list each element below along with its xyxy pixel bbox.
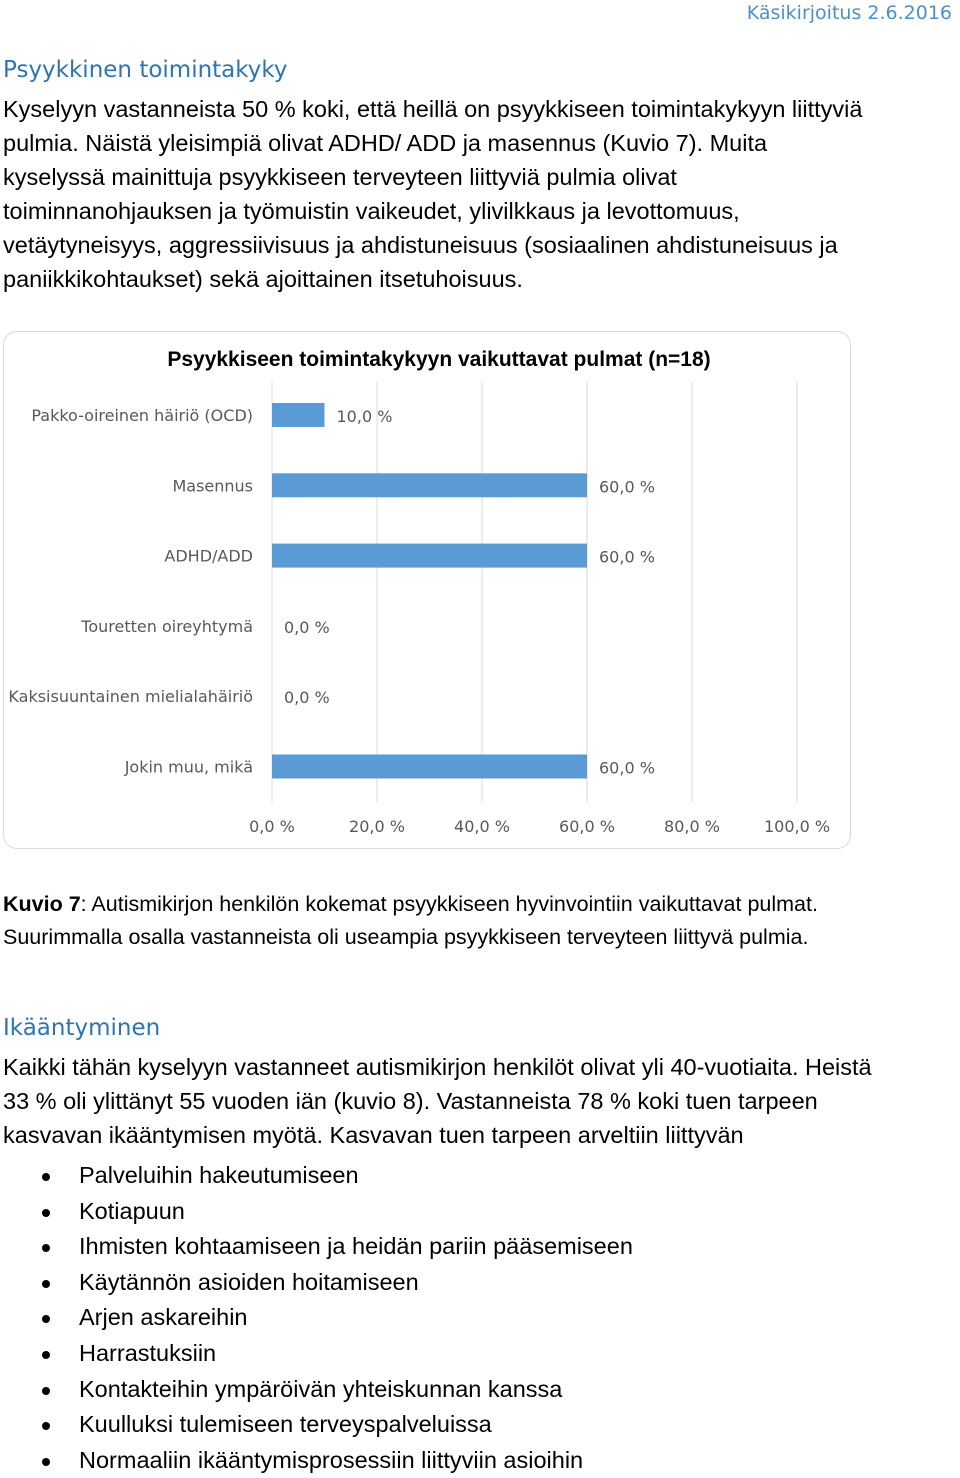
bullet-icon [42, 1173, 50, 1181]
caption-text: : Autismikirjon henkilön kokemat psyykkiseen hyvinvointiin vaikuttavat pulmat. [80, 892, 818, 916]
chart-tick-label: 80,0 % [664, 817, 720, 836]
chart-category-label: Masennus [172, 476, 253, 496]
chart-category-labels [8, 406, 253, 777]
section-paragraph-psyykkinen [3, 92, 953, 296]
list-item [0, 1336, 633, 1372]
chart-category-label: Touretten oireyhtymä [81, 616, 253, 636]
caption-label: Kuvio 7 [3, 892, 81, 916]
chart-container [3, 331, 851, 849]
chart-bar [272, 473, 587, 497]
chart-gridlines [272, 382, 797, 802]
figure-caption [3, 888, 953, 954]
caption-text-line2: Suurimmalla osalla vastanneista oli useampia psyykkiseen terveyteen liittyvä pulmia. [3, 925, 809, 949]
list-item [0, 1229, 633, 1265]
list-item-text: Palveluihin hakeutumiseen [79, 1162, 359, 1188]
list-item [0, 1265, 633, 1301]
paragraph-line: 33 % oli ylittänyt 55 vuoden iän (kuvio 8). Vastanneista 78 % koki tuen tarpeen [3, 1088, 818, 1114]
section-heading-ikaantyminen: Ikääntyminen [3, 1015, 161, 1041]
section-paragraph-ikaantyminen [3, 1050, 953, 1152]
paragraph-line: toiminnanohjauksen ja työmuistin vaikeudet, ylivilkkaus ja levottomuus, [3, 198, 740, 224]
chart-data-label: 60,0 % [599, 477, 655, 497]
chart-title: Psyykkiseen toimintakykyyn vaikuttavat pulmat (n=18) [167, 348, 711, 371]
bar-chart [4, 332, 850, 848]
chart-tick-labels [249, 817, 830, 836]
paragraph-line: kasvavan ikääntymisen myötä. Kasvavan tuen tarpeen arveltiin liittyvän [3, 1122, 744, 1148]
bullet-icon [42, 1209, 50, 1217]
chart-tick-label: 40,0 % [454, 817, 510, 836]
paragraph-line: Kaikki tähän kyselyyn vastanneet autismikirjon henkilöt olivat yli 40-vuotiaita. Heistä [3, 1054, 872, 1080]
list-item [0, 1372, 633, 1408]
bullet-icon [42, 1280, 50, 1288]
header-date: Käsikirjoitus 2.6.2016 [746, 2, 952, 24]
chart-tick-label: 20,0 % [349, 817, 405, 836]
chart-tick-label: 60,0 % [559, 817, 615, 836]
chart-data-label: 60,0 % [599, 758, 655, 778]
bullet-icon [42, 1315, 50, 1323]
list-item [0, 1300, 633, 1336]
list-item-text: Ihmisten kohtaamiseen ja heidän pariin pääsemiseen [79, 1233, 633, 1260]
chart-category-label: Kaksisuuntainen mielialahäiriö [8, 687, 253, 707]
section-heading-psyykkinen: Psyykkinen toimintakyky [3, 57, 288, 83]
chart-data-label: 0,0 % [284, 688, 330, 708]
chart-tick-label: 100,0 % [763, 817, 831, 836]
chart-data-label: 60,0 % [599, 547, 655, 567]
chart-bar [272, 403, 325, 427]
bullet-icon [42, 1458, 50, 1466]
list-item-text: Käytännön asioiden hoitamiseen [79, 1268, 419, 1295]
paragraph-line: paniikkikohtaukset) sekä ajoittainen itsetuhoisuus. [3, 266, 523, 292]
chart-bar [272, 544, 587, 568]
list-item [0, 1158, 633, 1194]
chart-category-label: Jokin muu, mikä [124, 757, 253, 777]
list-item [0, 1407, 633, 1443]
list-item-text: Kontakteihin ympäröivän yhteiskunnan kanssa [79, 1375, 563, 1402]
chart-category-label: ADHD/ADD [164, 546, 253, 566]
list-item-text: Kotiapuun [79, 1197, 185, 1224]
bullet-icon [42, 1422, 50, 1430]
paragraph-line: pulmia. Näistä yleisimpiä olivat ADHD/ ADD ja masennus (Kuvio 7). Muita [3, 130, 768, 156]
list-item [0, 1194, 633, 1230]
list-item-text: Normaaliin ikääntymisprosessiin liittyviin asioihin [79, 1446, 584, 1473]
list-item-text: Arjen askareihin [79, 1304, 248, 1331]
bullet-icon [42, 1244, 50, 1252]
chart-data-label: 0,0 % [284, 617, 330, 637]
bullet-icon [42, 1387, 50, 1395]
chart-bar [272, 755, 587, 779]
bullet-list [0, 1158, 633, 1478]
chart-tick-label: 0,0 % [249, 817, 295, 836]
paragraph-line: kyselyssä mainittuja psyykkiseen terveyteen liittyviä pulmia olivat [3, 164, 677, 190]
chart-value-labels [284, 407, 655, 778]
list-item-text: Kuulluksi tulemiseen terveyspalveluissa [79, 1411, 492, 1438]
paragraph-line: Kyselyyn vastanneista 50 % koki, että heillä on psyykkiseen toimintakykyyn liittyviä [3, 96, 863, 122]
paragraph-line: vetäytyneisyys, aggressiivisuus ja ahdistuneisuus (sosiaalinen ahdistuneisuus ja [3, 232, 838, 258]
chart-data-label: 10,0 % [336, 407, 393, 426]
chart-category-label: Pakko-oireinen häiriö (OCD) [31, 406, 253, 425]
chart-bars [272, 403, 587, 779]
list-item-text: Harrastuksiin [79, 1339, 217, 1366]
bullet-icon [42, 1351, 50, 1359]
list-item [0, 1443, 633, 1478]
